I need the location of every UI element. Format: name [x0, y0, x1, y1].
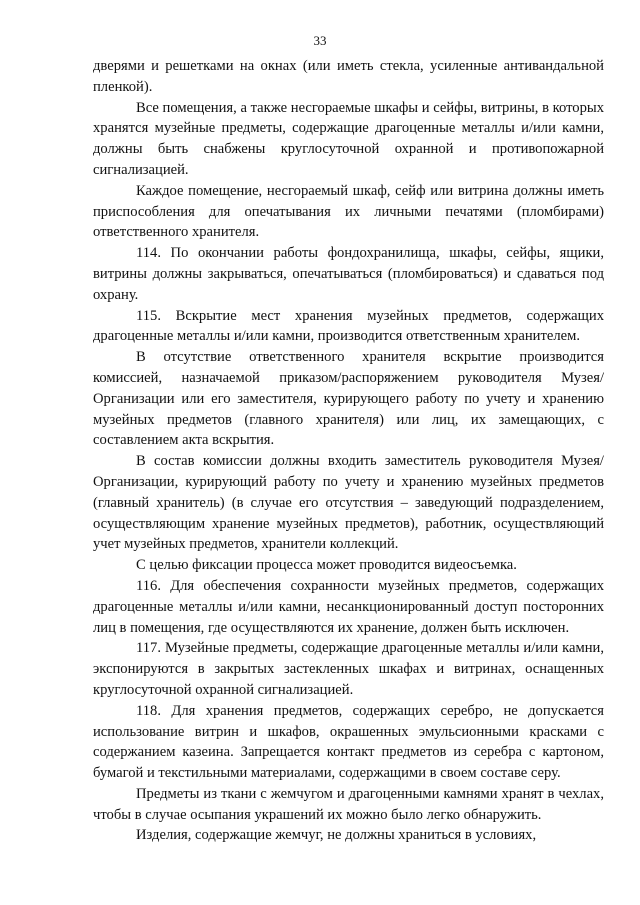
paragraph-114: 114. По окончании работы фондохранилища, шкафы, сейфы, ящики, витрины должны закрываться, опечатываться (пломбироваться) и сдаваться под охрану. [93, 245, 604, 303]
body-text [93, 56, 604, 846]
paragraph-sealing-devices: Каждое помещение, несгораемый шкаф, сейф или витрина должны иметь приспособления для опечатывания их личными печатями (пломбирами) ответственного хранителя. [93, 182, 604, 241]
paragraph-alarm-requirements: Все помещения, а также несгораемые шкафы и сейфы, витрины, в которых хранятся музейные предметы, содержащие драгоценные металлы и/или камни, должны быть снабжены круглосуточной охранной и противопожарной сигнализацией. [93, 99, 604, 178]
paragraph-continuation: дверями и решетками на окнах (или иметь стекла, усиленные антивандальной пленкой). [93, 58, 604, 95]
paragraph-pearl-fabric-storage: Предметы из ткани с жемчугом и драгоценными камнями хранят в чехлах, чтобы в случае осыпания украшений их можно было легко обнаружить. [93, 785, 604, 823]
paragraph-commission-members: В состав комиссии должны входить заместитель руководителя Музея/Организации, курирующий работу по учету и хранению музейных предметов (главный хранитель) (в случае его отсутствия – заведующий подразделением, осуществляющим хранение музейных предметов), работник, осуществляющий учет музейных предметов, хранители коллекций. [93, 453, 604, 553]
paragraph-118: 118. Для хранения предметов, содержащих серебро, не допускается использование витрин и шкафов, окрашенных эмульсионными красками с содержанием казеина. Запрещается контакт предметов из серебра с картоном, бумагой и текстильными материалами, содержащими в своем составе серу. [93, 702, 604, 782]
page-number: 33 [313, 33, 327, 48]
paragraph-116: 116. Для обеспечения сохранности музейных предметов, содержащих драгоценные металлы и/или камни, несанкционированный доступ посторонних лиц в помещения, где осуществляются их хранение, должен быть исключен. [93, 577, 604, 636]
paragraph-117: 117. Музейные предметы, содержащие драгоценные металлы и/или камни, экспонируются в закрытых застекленных шкафах и витринах, оснащенных круглосуточной охранной сигнализацией. [93, 640, 604, 698]
paragraph-115: 115. Вскрытие мест хранения музейных предметов, содержащих драгоценные металлы и/или камни, производится ответственным хранителем. [93, 307, 604, 345]
paragraph-video-recording: С целью фиксации процесса может проводится видеосъемка. [136, 557, 517, 574]
paragraph-pearl-conditions: Изделия, содержащие жемчуг, не должны храниться в условиях, [136, 827, 537, 844]
paragraph-commission-opening: В отсутствие ответственного хранителя вскрытие производится комиссией, назначаемой приказом/распоряжением руководителя Музея/Организации или его заместителя, курирующего работу по учету и хранению музейных предметов (главного хранителя) или лиц, их замещающих, с составлением акта вскрытия. [93, 349, 604, 449]
